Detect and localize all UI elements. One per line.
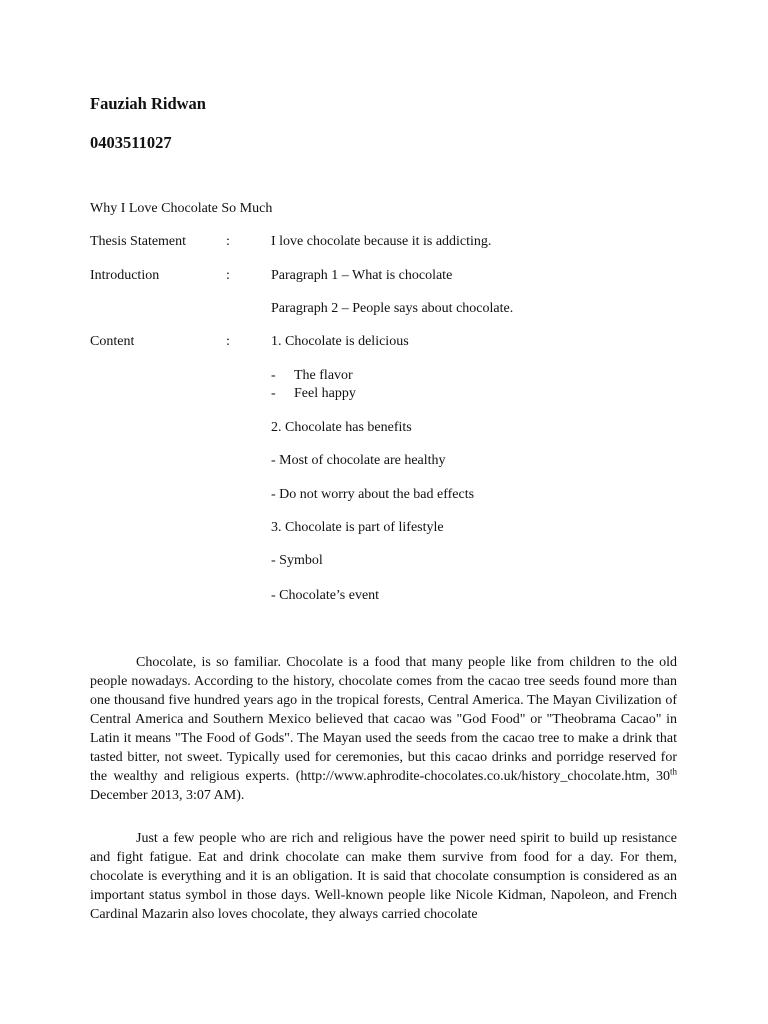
paragraph-1-text: Chocolate, is so familiar. Chocolate is a food that many people like from children to the old people nowadays. According to the history, chocolate comes from the cacao tree seeds found more than one thousand five hundred years ago in the tropical forests, Central America. The Mayan Civilization of Central America and Southern Mexico believed that cacao was "God Food" or "Theobrama Cacao" in Latin it means "The Food of Gods". The Mayan used the seeds from the cacao tree to make a drink that tasted bitter, not sweet. Typically used for ceremonies, but this cacao drinks and porridge reserved for the wealthy and religious experts.: [90, 655, 677, 784]
point-1-bullet: The flavor: [294, 368, 353, 383]
point-2-sub: - Most of chocolate are healthy: [271, 453, 446, 468]
author-name: Fauziah Ridwan: [90, 94, 206, 113]
point-2-sub: - Do not worry about the bad effects: [271, 487, 475, 502]
content-point-1: 1. Chocolate is delicious: [271, 334, 409, 349]
point-3-sub: - Symbol: [271, 553, 323, 568]
content-point-3: 3. Chocolate is part of lifestyle: [271, 520, 444, 535]
citation-url: (http://www.aphrodite-chocolates.co.uk/history_chocolate.htm,: [295, 769, 650, 784]
thesis-colon: :: [226, 234, 230, 249]
point-3-sub: - Chocolate’s event: [271, 588, 380, 603]
citation-day: 30: [656, 769, 670, 784]
content-label: Content: [90, 334, 135, 349]
content-point-2: 2. Chocolate has benefits: [271, 420, 412, 435]
thesis-value: I love chocolate because it is addicting.: [271, 234, 492, 249]
body-paragraph-2: Just a few people who are rich and religious have the power need spirit to build up resistance and fight fatigue. Eat and drink chocolate can make them survive from food for a day. For them, chocolate is everything and it is an obligation. It is said that chocolate consumption is considered as an important status symbol in those days. Well-known people like Nicole Kidman, Napoleon, and French Cardinal Mazarin also loves chocolate, they always carried chocolate: [90, 831, 677, 922]
bullet-dash: -: [271, 386, 276, 401]
thesis-label: Thesis Statement: [90, 234, 187, 249]
body-paragraph-1: [90, 653, 677, 805]
citation-rest: December 2013, 3:07 AM).: [90, 788, 245, 803]
bullet-dash: -: [271, 368, 276, 383]
citation-day-suffix: th: [670, 766, 678, 777]
student-id: 0403511027: [90, 133, 172, 152]
content-colon: :: [226, 334, 230, 349]
essay-title: Why I Love Chocolate So Much: [90, 201, 273, 216]
introduction-item-1: Paragraph 1 – What is chocolate: [271, 268, 453, 283]
point-1-bullet: Feel happy: [294, 386, 356, 401]
introduction-colon: :: [226, 268, 230, 283]
introduction-item-2: Paragraph 2 – People says about chocolate.: [271, 301, 514, 316]
introduction-label: Introduction: [90, 268, 160, 283]
